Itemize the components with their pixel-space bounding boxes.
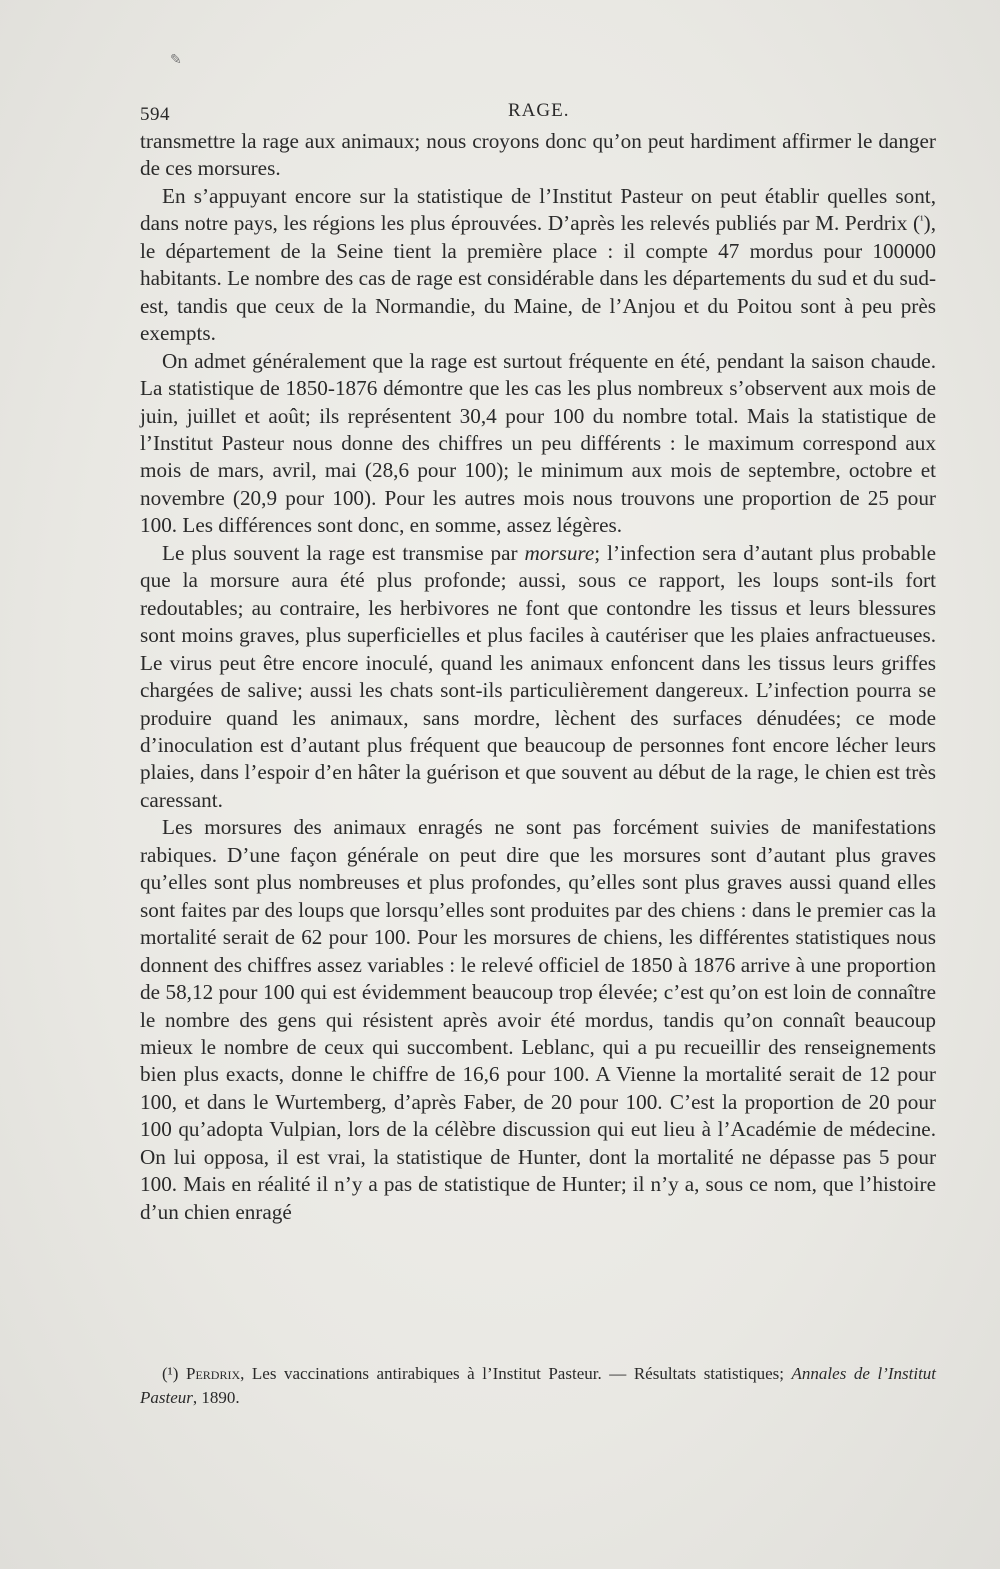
running-head (140, 100, 936, 130)
stray-mark: ✎ (170, 53, 182, 68)
paragraph-4-text-a: Le plus souvent la rage est transmise par (162, 540, 525, 565)
footnote-marker: (¹) (162, 1364, 186, 1383)
paragraph-3: On admet généralement que la rage est surtout fréquente en été, pendant la saison chaude. La statistique de 1850-1876 démontre que les cas les plus nombreux s’observent aux mois de juin, juillet et août; ils représentent 30,4 pour 100 du nombre total. Mais la statistique de l’Institut Pasteur nous donne des chiffres un peu différents : le maximum correspond aux mois de mars, avril, mai (28,6 pour 100); le minimum aux mois de septembre, octobre et novembre (20,9 pour 100). Pour les autres mois nous trouvons une proportion de 25 pour 100. Les différences sont donc, en somme, assez légères. (140, 348, 936, 538)
paragraph-5: Les morsures des animaux enragés ne sont pas forcément suivies de manifestations rabiques. D’une façon générale on peut dire que les morsures sont d’autant plus graves qu’elles sont plus nombreuses et plus profondes, qu’elles sont plus graves aussi quand elles sont faites par des loups que lorsqu’elles sont produites par des chiens : dans le premier cas la mortalité serait de 62 pour 100. Pour les morsures de chiens, les différentes statistiques nous donnent des chiffres assez variables : le relevé officiel de 1850 à 1876 arrive à une proportion de 58,12 pour 100 qui est évidemment beaucoup trop élevée; c’est qu’on est loin de connaître le nombre des gens qui résistent après avoir été mordus, tandis qu’on connaît beaucoup mieux le nombre de ceux qui succombent. Leblanc, qui a pu recueillir des renseignements bien plus exacts, donne le chiffre de 16,6 pour 100. A Vienne la mortalité serait de 12 pour 100, et dans le Wurtemberg, d’après Faber, de 20 pour 100. C’est la proportion de 20 pour 100 qu’adopta Vulpian, lors de la célèbre discussion qui eut lieu à l’Académie de médecine. On lui opposa, il est vrai, la statistique de Hunter, dont la mortalité ne dépasse pas 5 pour 100. Mais en réalité il n’y a pas de statistique de Hunter; il n’y a, sous ce nom, que l’histoire d’un chien enragé (140, 815, 936, 1224)
footnote-author: Perdrix (185, 1364, 241, 1383)
paragraph-4-text-b: ; l’infection sera d’autant plus probable que la morsure aura été plus profonde; aussi, sous ce rapport, les loups sont-ils fort redoutables; au contraire, les herbivores ne font que contondre les tissus et leurs blessures sont moins graves, plus superficielles et plus faciles à cautériser que les plaies anfractueuses. Le virus peut être encore inoculé, quand les animaux enfoncent dans les tissus leurs griffes chargées de salive; aussi les chats sont-ils particulièrement dangereux. L’infection pourra se produire quand les animaux, sans mordre, lèchent des surfaces dénudées; ce mode d’inoculation est d’autant plus fréquent que beaucoup de personnes font encore lécher leurs plaies, dans l’espoir d’en hâter la guérison et que souvent au début de la rage, le chien est très caressant. (140, 540, 936, 812)
footnote-title: , Les vaccinations antirabiques à l’Institut Pasteur. — Résultats statistiques; (240, 1364, 784, 1383)
emphasis-morsure: morsure (524, 540, 595, 565)
footnote-year: , 1890. (192, 1388, 240, 1407)
paragraph-4 (140, 540, 936, 815)
running-title: RAGE. (508, 100, 570, 121)
page-number: 594 (140, 104, 170, 125)
body-text (140, 128, 936, 1226)
paragraph-2-text-b: ), le département de la Seine tient la première place : il compte 47 mordus pour 100000 habitants. Le nombre des cas de rage est considérable dans les départements du sud et du sud-est, tandis que ceux de la Normandie, du Maine, de l’Anjou et du Poitou sont à peu près exempts. (140, 211, 936, 346)
footnote (140, 1362, 936, 1410)
footnote-journal: Annales de l’Institut Pasteur (140, 1364, 937, 1407)
footnote-text (140, 1362, 936, 1410)
footnote-reference: ¹ (920, 213, 924, 228)
paragraph-2 (140, 183, 936, 348)
paragraph-1: transmettre la rage aux animaux; nous croyons donc qu’on peut hardiment affirmer le danger de ces morsures. (140, 129, 936, 181)
paragraph-2-text-a: En s’appuyant encore sur la statistique de l’Institut Pasteur on peut établir quelles sont, dans notre pays, les régions les plus éprouvées. D’après les relevés publiés par M. Perdrix ( (140, 183, 936, 236)
